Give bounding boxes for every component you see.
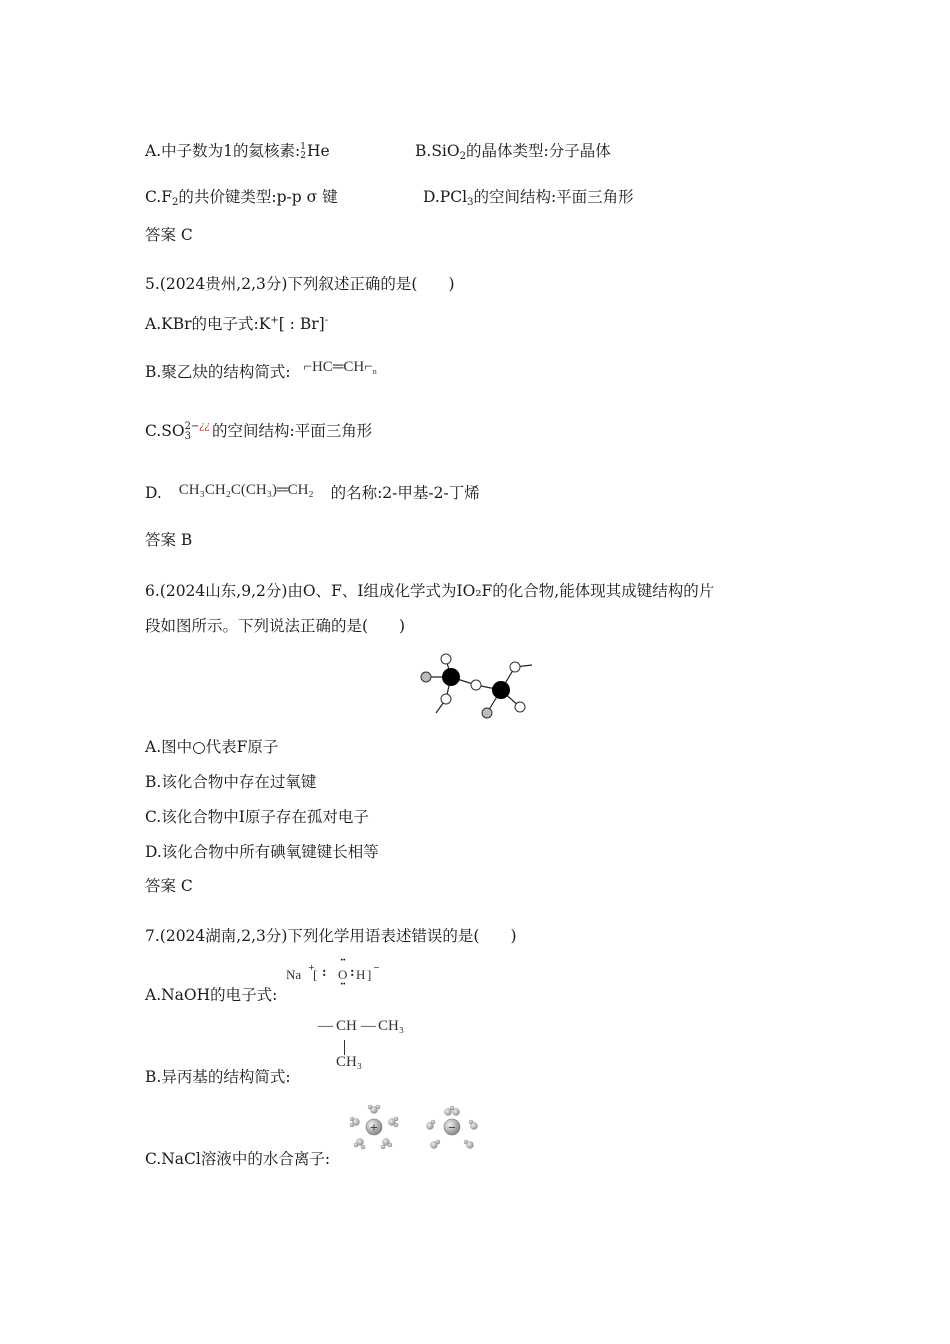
q6-option-b: B.该化合物中存在过氧键 xyxy=(145,773,317,791)
f-atom xyxy=(421,672,431,682)
o-atom xyxy=(515,702,525,712)
svg-text:−: − xyxy=(447,1122,457,1134)
i-atom-right xyxy=(492,681,510,699)
q6-option-d: D.该化合物中所有碘氧键键长相等 xyxy=(145,843,379,861)
o-atom xyxy=(441,694,451,704)
d-formula: CH₃CH₂C(CH₃)═CH₂ xyxy=(178,482,314,498)
q7-option-a: A.NaOH的电子式: xyxy=(145,986,278,1004)
q5-option-a: A.KBr的电子式:K+[ : Br]- xyxy=(145,315,329,333)
q5-option-c: C.SO2−¿¿ 3 的空间结构:平面三角形 xyxy=(145,421,373,442)
polyacetylene-formula: $⌐HC═CH⌐_n$ xyxy=(303,359,377,376)
naoh-electron-formula: Na + [ : ·· O ·· : H ] − xyxy=(286,955,380,990)
q6-answer: 答案 C xyxy=(145,877,193,895)
q4-option-c: $C.F_2$的共价键类型:p-p σ 键 xyxy=(145,188,338,208)
isopropyl-structure: — CH — CH₃ CH₃ xyxy=(318,1018,405,1070)
q7-option-b: B.异丙基的结构简式: xyxy=(145,1068,291,1086)
o-atom xyxy=(441,654,451,664)
q6-stem-line2: 段如图所示。下列说法正确的是( ) xyxy=(145,617,406,635)
q5-option-d: D. CH₃CH₂C(CH₃)═CH₂ 的名称:2-甲基-2-丁烯 xyxy=(145,482,480,502)
hydrated-chloride-ion xyxy=(427,1106,478,1149)
q6-option-c: C.该化合物中I原子存在孤对电子 xyxy=(145,808,369,826)
q5-answer: 答案 B xyxy=(145,531,193,549)
q6-option-a: A.图中○代表F原子 xyxy=(145,738,279,756)
f-atom xyxy=(482,708,492,718)
hydrated-ions-diagram xyxy=(346,1102,486,1152)
q5-stem: 5.(2024贵州,2,3分)下列叙述正确的是( ) xyxy=(145,275,455,293)
o-atom xyxy=(510,662,520,672)
helium-notation: 1 2 xyxy=(300,142,306,161)
o-atom-bridge xyxy=(471,680,481,690)
q4-option-d: D.PCl$_3$的空间结构:平面三角形 xyxy=(423,188,634,208)
q4-option-b: B.SiO$_2$的晶体类型:分子晶体 xyxy=(415,142,611,162)
q5-option-b: B.聚乙炔的结构简式: $⌐HC═CH⌐_n$ xyxy=(145,359,377,381)
q4-option-a: A.中子数为1的氦核素:1 2He xyxy=(145,142,330,161)
q6-stem-line1: 6.(2024山东,9,2分)由O、F、I组成化学式为IO₂F的化合物,能体现其成键结构的片 xyxy=(145,582,715,600)
hydrated-sodium-ion xyxy=(350,1105,398,1149)
q4-answer: 答案 C xyxy=(145,226,193,244)
q7-option-c: C.NaCl溶液中的水合离子: xyxy=(145,1150,331,1168)
svg-text:+: + xyxy=(369,1122,379,1134)
q7-stem: 7.(2024湖南,2,3分)下列化学用语表述错误的是( ) xyxy=(145,927,517,945)
i-atom-left xyxy=(442,668,460,686)
io2f-structure-diagram xyxy=(416,650,536,720)
